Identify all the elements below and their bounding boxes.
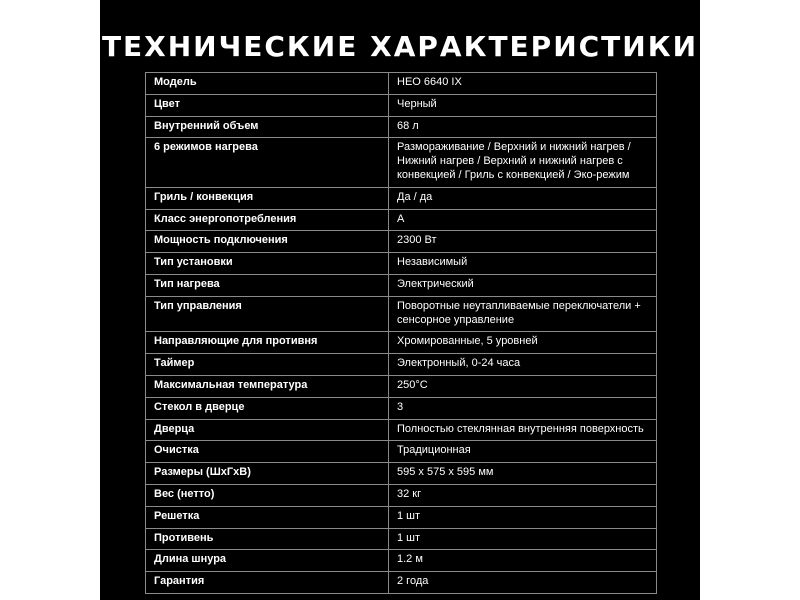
spec-label: Вес (нетто) (146, 484, 389, 506)
spec-label: Гарантия (146, 572, 389, 594)
spec-value: Электрический (389, 274, 657, 296)
spec-label: 6 режимов нагрева (146, 138, 389, 187)
table-row (146, 209, 657, 231)
spec-label: Тип управления (146, 296, 389, 332)
table-row (146, 441, 657, 463)
spec-value: 1 шт (389, 528, 657, 550)
table-row (146, 506, 657, 528)
spec-label: Очистка (146, 441, 389, 463)
spec-value: 3 (389, 397, 657, 419)
spec-value: Поворотные неутапливаемые переключатели + сенсорное управление (389, 296, 657, 332)
table-row (146, 572, 657, 594)
spec-label: Противень (146, 528, 389, 550)
table-row (146, 231, 657, 253)
table-row (146, 116, 657, 138)
table-row (146, 484, 657, 506)
spec-label: Класс энергопотребления (146, 209, 389, 231)
spec-value: А (389, 209, 657, 231)
spec-label: Направляющие для противня (146, 332, 389, 354)
table-row (146, 94, 657, 116)
spec-label: Тип нагрева (146, 274, 389, 296)
spec-label: Длина шнура (146, 550, 389, 572)
spec-label: Гриль / конвекция (146, 187, 389, 209)
spec-value: Черный (389, 94, 657, 116)
table-row (146, 375, 657, 397)
table-row (146, 550, 657, 572)
table-row (146, 138, 657, 187)
spec-label: Дверца (146, 419, 389, 441)
spec-label: Решетка (146, 506, 389, 528)
spec-label: Модель (146, 73, 389, 95)
spec-value: Хромированные, 5 уровней (389, 332, 657, 354)
table-row (146, 296, 657, 332)
spec-value: Да / да (389, 187, 657, 209)
spec-label: Размеры (ШхГхВ) (146, 463, 389, 485)
specs-table (145, 72, 657, 594)
table-row (146, 419, 657, 441)
spec-value: 1 шт (389, 506, 657, 528)
spec-value: 2 года (389, 572, 657, 594)
spec-value: Независимый (389, 253, 657, 275)
spec-label: Максимальная температура (146, 375, 389, 397)
table-row (146, 528, 657, 550)
table-row (146, 73, 657, 95)
spec-value: 32 кг (389, 484, 657, 506)
spec-label: Стекол в дверце (146, 397, 389, 419)
spec-label: Таймер (146, 354, 389, 376)
spec-value: Полностью стеклянная внутренняя поверхность (389, 419, 657, 441)
spec-value: HEO 6640 IX (389, 73, 657, 95)
spec-value: Размораживание / Верхний и нижний нагрев / Нижний нагрев / Верхний и нижний нагрев с конвекцией / Гриль с конвекцией / Эко-режим (389, 138, 657, 187)
table-row (146, 397, 657, 419)
table-row (146, 187, 657, 209)
table-row (146, 332, 657, 354)
spec-sheet (100, 0, 700, 600)
spec-value: 68 л (389, 116, 657, 138)
spec-value: 1.2 м (389, 550, 657, 572)
spec-label: Внутренний объем (146, 116, 389, 138)
spec-value: Электронный, 0-24 часа (389, 354, 657, 376)
spec-value: 2300 Вт (389, 231, 657, 253)
table-row (146, 354, 657, 376)
table-row (146, 463, 657, 485)
table-row (146, 253, 657, 275)
table-row (146, 274, 657, 296)
spec-label: Цвет (146, 94, 389, 116)
spec-label: Мощность подключения (146, 231, 389, 253)
page-title: ТЕХНИЧЕСКИЕ ХАРАКТЕРИСТИКИ (101, 30, 699, 63)
spec-label: Тип установки (146, 253, 389, 275)
spec-value: 595 х 575 х 595 мм (389, 463, 657, 485)
spec-value: Традиционная (389, 441, 657, 463)
spec-value: 250°C (389, 375, 657, 397)
